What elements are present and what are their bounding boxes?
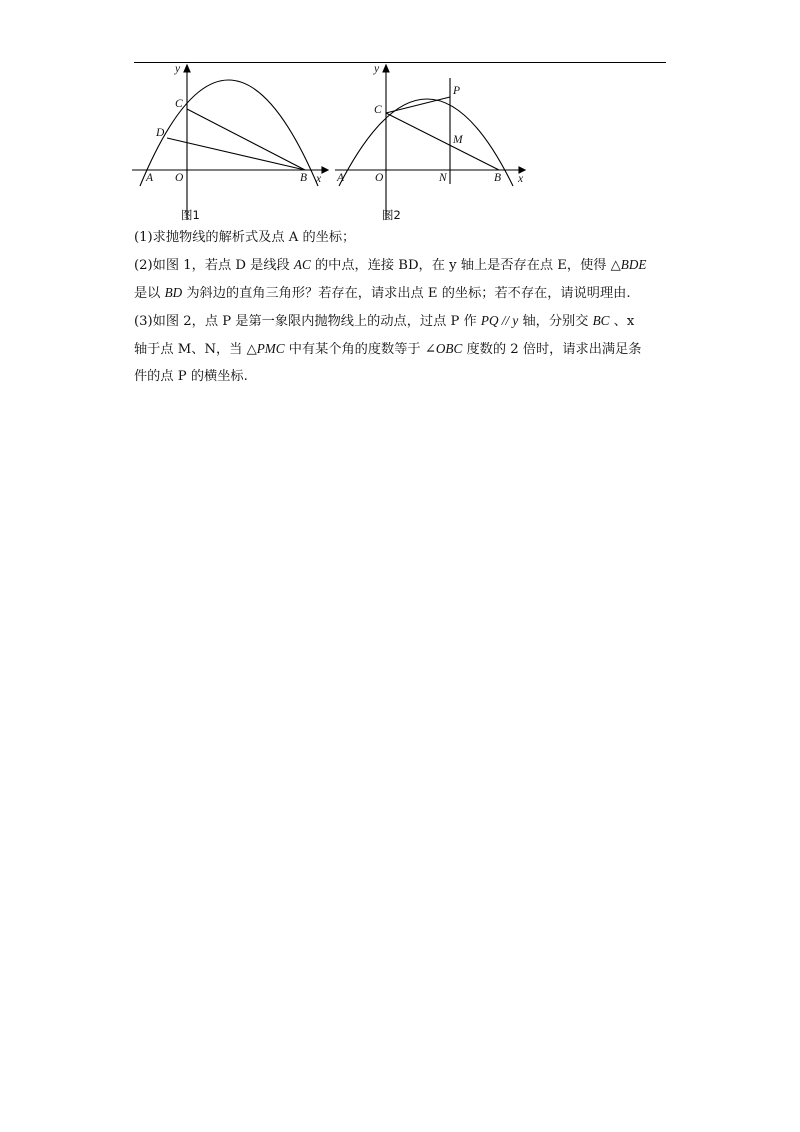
q2-math-triangle-bde: △BDE <box>610 257 647 272</box>
x-axis-arrow <box>322 167 328 173</box>
q2-text-a: (2)如图 1，若点 D 是线段 <box>134 258 294 273</box>
q2-text-c: 是以 <box>134 286 165 301</box>
label-x: x <box>316 173 322 185</box>
label-b: B <box>300 172 308 184</box>
label-o: O <box>175 172 184 184</box>
q3-text-b: 轴，分别交 <box>518 314 593 329</box>
figure-2-caption: 图2 <box>382 208 401 222</box>
q2-math-ac: AC <box>293 257 311 272</box>
q2-text-b: 的中点，连接 BD，在 y 轴上是否存在点 E，使得 <box>310 258 611 273</box>
question-3-line-2 <box>134 335 674 363</box>
q3-text-e: 中有某个角的度数等于 <box>284 342 425 357</box>
q3-text-g: 件的点 P 的横坐标. <box>134 369 248 384</box>
label-c: C <box>374 104 382 116</box>
q2-text-d: 为斜边的直角三角形？若存在，请求出点 E 的坐标；若不存在，请说明理由. <box>182 286 631 301</box>
q3-text-d: 轴于点 M、N，当 <box>134 342 247 357</box>
y-axis-arrow <box>184 65 190 72</box>
question-1-text: (1)求抛物线的解析式及点 A 的坐标； <box>134 230 356 245</box>
label-a: A <box>337 172 345 184</box>
label-x: x <box>518 173 524 185</box>
segment-cb <box>187 109 305 170</box>
q3-text-a: (3)如图 2，点 P 是第一象限内抛物线上的动点，过点 P 作 <box>134 314 481 329</box>
figure-2 <box>333 60 533 195</box>
q2-math-bd: BD <box>164 285 183 300</box>
label-p: P <box>453 85 461 97</box>
question-2-line-1 <box>134 251 674 279</box>
question-3-line-3 <box>134 363 674 390</box>
label-n: N <box>439 172 447 184</box>
label-y: y <box>175 63 181 75</box>
q3-math-pq: PQ // y <box>480 313 519 328</box>
label-b: B <box>494 172 502 184</box>
q3-math-bc: BC <box>592 313 610 328</box>
label-o: O <box>375 172 384 184</box>
q3-text-f: 度数的 2 倍时，请求出满足条 <box>462 342 642 357</box>
question-3-line-1 <box>134 307 674 335</box>
y-axis-arrow <box>383 65 389 72</box>
q3-math-pmc: △PMC <box>246 341 285 356</box>
label-d: D <box>156 127 165 139</box>
q3-text-c: 、x <box>609 314 635 329</box>
figure-1-caption: 图1 <box>181 208 200 222</box>
question-2-line-2 <box>134 279 674 307</box>
label-a: A <box>146 172 154 184</box>
question-text <box>134 224 674 390</box>
q3-math-obc: ∠OBC <box>424 341 463 356</box>
label-c: C <box>175 98 183 110</box>
question-1 <box>134 224 674 251</box>
figure-1 <box>130 60 330 195</box>
parabola <box>339 99 513 186</box>
segment-db <box>167 138 305 170</box>
label-y: y <box>374 63 380 75</box>
segment-cb <box>386 113 499 170</box>
label-m: M <box>453 134 463 146</box>
